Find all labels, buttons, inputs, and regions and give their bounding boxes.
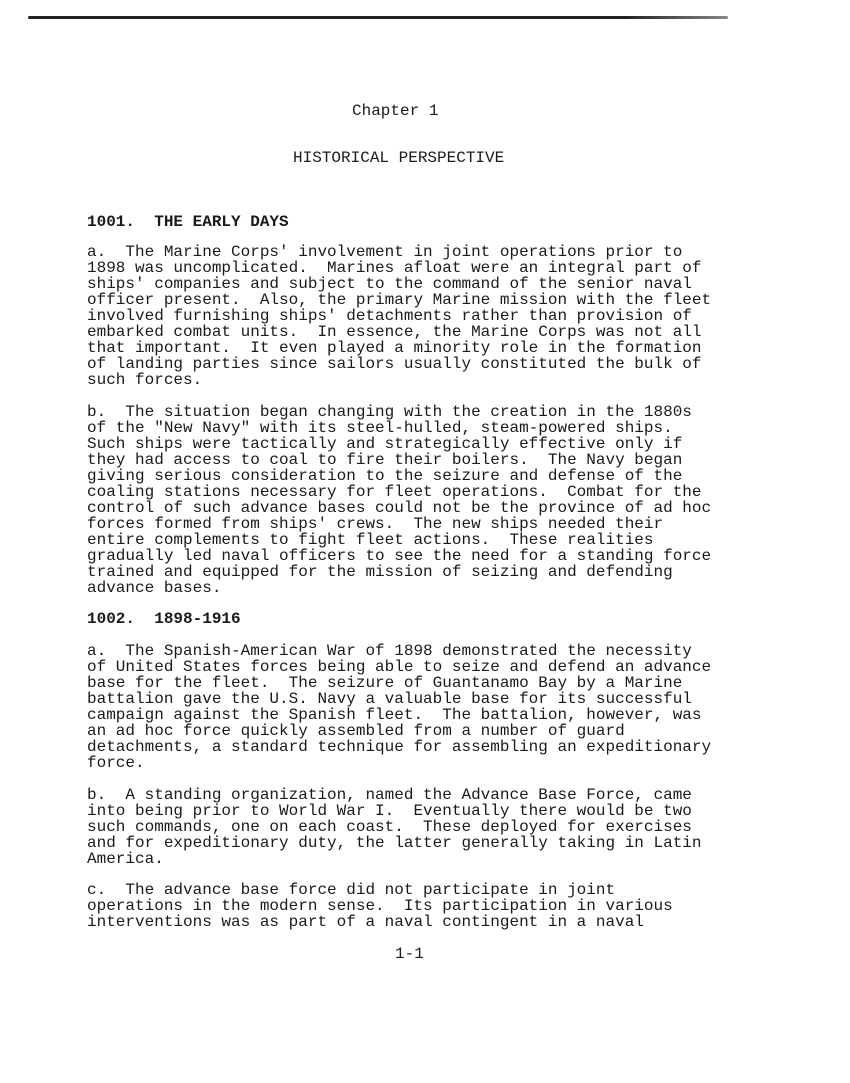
text-line: c. The advance base force did not participate in joint: [87, 881, 616, 899]
section-heading-1001: 1001. THE EARLY DAYS: [87, 213, 289, 231]
text-line: ships' companies and subject to the command of the senior naval: [87, 275, 692, 293]
text-line: of the "New Navy" with its steel-hulled, steam-powered ships.: [87, 419, 673, 437]
text-line: such forces.: [87, 371, 203, 389]
text-line: of United States forces being able to seize and defend an advance: [87, 658, 712, 676]
text-line: b. A standing organization, named the Advance Base Force, came: [87, 786, 692, 804]
text-line: advance bases.: [87, 579, 222, 597]
text-line: b. The situation began changing with the creation in the 1880s: [87, 403, 692, 421]
text-line: base for the fleet. The seizure of Guantanamo Bay by a Marine: [87, 674, 683, 692]
text-line: an ad hoc force quickly assembled from a number of guard: [87, 722, 625, 740]
section-heading-1002: 1002. 1898-1916: [87, 610, 241, 628]
text-line: forces formed from ships' crews. The new ships needed their: [87, 515, 664, 533]
paragraph-1001-b: [87, 404, 711, 596]
text-line: involved furnishing ships' detachments rather than provision of: [87, 307, 692, 325]
page-number: 1-1: [395, 945, 424, 963]
chapter-title: HISTORICAL PERSPECTIVE: [293, 149, 505, 167]
text-line: into being prior to World War I. Eventually there would be two: [87, 802, 692, 820]
text-line: officer present. Also, the primary Marine mission with the fleet: [87, 291, 712, 309]
text-line: campaign against the Spanish fleet. The battalion, however, was: [87, 706, 702, 724]
text-line: Such ships were tactically and strategically effective only if: [87, 435, 683, 453]
text-line: control of such advance bases could not be the province of ad hoc: [87, 499, 712, 517]
text-line: detachments, a standard technique for assembling an expeditionary: [87, 738, 712, 756]
text-line: giving serious consideration to the seizure and defense of the: [87, 467, 683, 485]
text-line: such commands, one on each coast. These deployed for exercises: [87, 818, 692, 836]
scan-edge-line: [28, 16, 728, 19]
paragraph-1002-c: [87, 882, 673, 930]
text-line: a. The Marine Corps' involvement in joint operations prior to: [87, 243, 683, 261]
text-line: interventions was as part of a naval contingent in a naval: [87, 913, 644, 931]
paragraph-1001-a: [87, 244, 711, 388]
text-line: battalion gave the U.S. Navy a valuable base for its successful: [87, 690, 692, 708]
text-line: gradually led naval officers to see the need for a standing force: [87, 547, 712, 565]
text-line: a. The Spanish-American War of 1898 demonstrated the necessity: [87, 642, 692, 660]
text-line: of landing parties since sailors usually constituted the bulk of: [87, 355, 702, 373]
text-line: operations in the modern sense. Its participation in various: [87, 897, 673, 915]
text-line: they had access to coal to fire their boilers. The Navy began: [87, 451, 683, 469]
text-line: trained and equipped for the mission of seizing and defending: [87, 563, 673, 581]
text-line: and for expeditionary duty, the latter generally taking in Latin: [87, 834, 702, 852]
text-line: embarked combat units. In essence, the Marine Corps was not all: [87, 323, 702, 341]
text-line: that important. It even played a minority role in the formation: [87, 339, 702, 357]
paragraph-1002-b: [87, 787, 702, 867]
text-line: entire complements to fight fleet actions. These realities: [87, 531, 654, 549]
chapter-label: Chapter 1: [352, 102, 439, 120]
text-line: force.: [87, 754, 145, 772]
text-line: 1898 was uncomplicated. Marines afloat were an integral part of: [87, 259, 702, 277]
text-line: America.: [87, 850, 164, 868]
text-line: coaling stations necessary for fleet operations. Combat for the: [87, 483, 702, 501]
paragraph-1002-a: [87, 643, 711, 771]
